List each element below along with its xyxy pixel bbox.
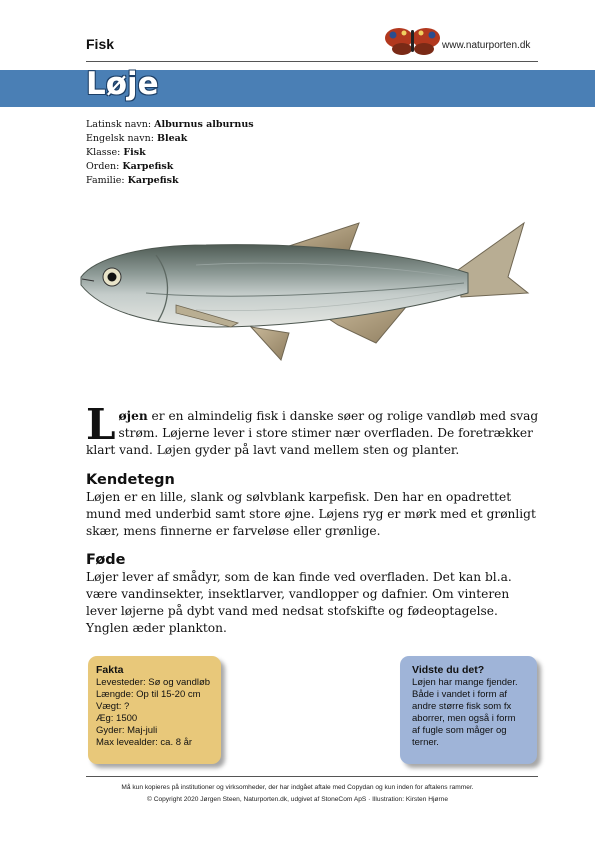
fact-item: Æg: 1500 (96, 713, 138, 724)
did-line: terner. (412, 737, 439, 748)
did-line: andre større fisk som fx (412, 701, 512, 712)
facts-box (88, 656, 221, 764)
header-divider (86, 61, 538, 62)
did-line: af fugle som måger og (412, 725, 507, 736)
site-logo[interactable] (384, 26, 544, 56)
heading-kendetegn: Kendetegn (86, 472, 175, 488)
fact-item: Vægt: ? (96, 701, 130, 712)
butterfly-icon (384, 26, 442, 56)
fact-item: Længde: Op til 15-20 cm (96, 689, 201, 700)
meta-row: Engelsk navn: Bleak (86, 133, 188, 144)
site-url: www.naturporten.dk (442, 40, 531, 51)
paragraph-fode: Løjer lever af smådyr, som de kan finde ved overfladen. Det kan bl.a. være vandinsekter, insektlarver, vandlopper og dafnier. Om vinteren lever løjerne på dybt vand med nedsat stofskifte og fødeoptagelse. Ynglen æder plankton. (86, 570, 512, 635)
did-line: Både i vandet i form af (412, 689, 508, 700)
did-line: Løjen har mange fjender. (412, 677, 518, 688)
page-title: Løje (86, 66, 159, 102)
paragraph-kendetegn: Løjen er en lille, slank og sølvblank karpefisk. Den har en opadrettet mund med underbid samt store øjne. Løjens ryg er mørk med et grønligt skær, mens finnerne er farveløse eller grønlige. (86, 490, 536, 538)
meta-row: Klasse: Fisk (86, 147, 146, 158)
footer-copyright: © Copyright 2020 Jørgen Steen, Naturporten.dk, udgivet af StoneCom ApS · Illustration: Kirsten Hjørne (147, 796, 448, 803)
fact-item: Levesteder: Sø og vandløb (96, 677, 211, 688)
fact-item: Max levealder: ca. 8 år (96, 737, 193, 748)
drop-cap: L (86, 400, 116, 449)
did-line: aborrer, men også i form (412, 713, 516, 724)
meta-row: Familie: Karpefisk (86, 175, 179, 186)
category-label: Fisk (86, 36, 115, 52)
did-you-know-box (400, 656, 537, 764)
fish-illustration (76, 215, 532, 365)
heading-fode: Føde (86, 552, 126, 568)
footer-divider (86, 776, 538, 777)
meta-row: Orden: Karpefisk (86, 161, 174, 172)
intro-paragraph: Løjen er en almindelig fisk i danske søer og rolige vandløb med svag strøm. Løjerne lever i store stimer nær overfladen. De foretrækker klart vand. Løjen gyder på lavt vand mellem sten og planter. (86, 400, 539, 457)
footer-license: Må kun kopieres på institutioner og virksomheder, der har indgået aftale med Copydan og kun inden for aftalens rammer. (121, 784, 474, 791)
did-you-know-title: Vidste du det? (412, 664, 485, 676)
species-info (86, 118, 254, 188)
facts-title: Fakta (96, 664, 124, 676)
did-you-know-text (412, 677, 532, 749)
facts-list (96, 677, 210, 749)
fact-item: Gyder: Maj-juli (96, 725, 158, 736)
meta-row: Latinsk navn: Alburnus alburnus (86, 119, 254, 130)
